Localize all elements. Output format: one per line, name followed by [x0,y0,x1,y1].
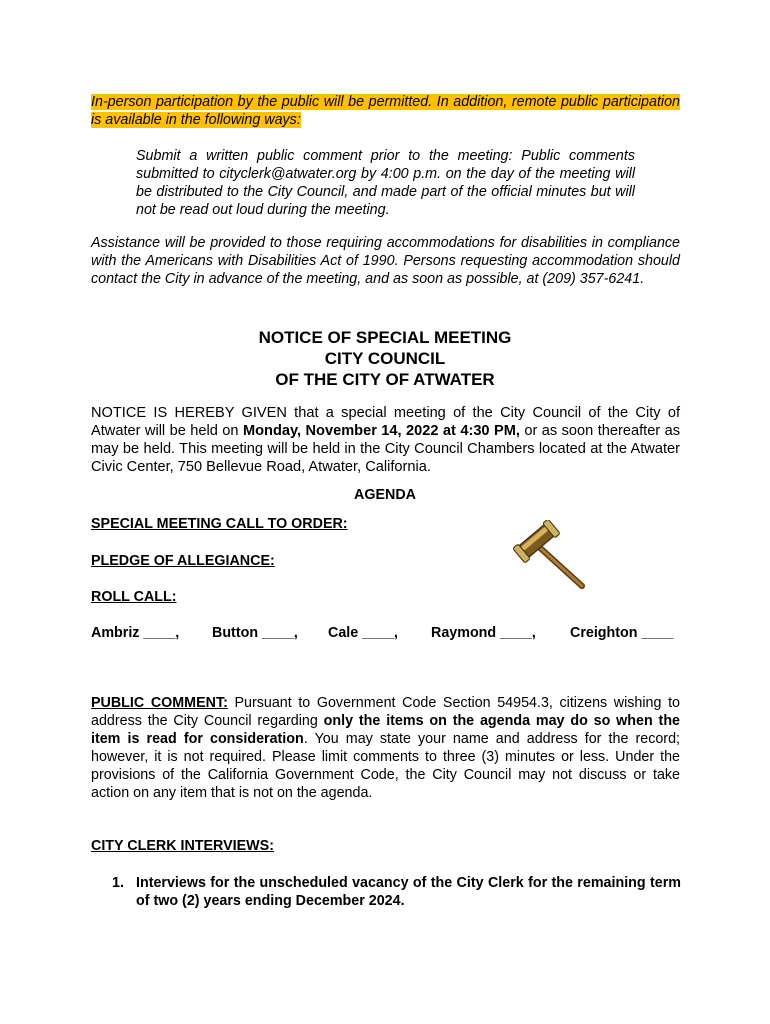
notice-title-line2: CITY COUNCIL [324,349,446,368]
roll-call-heading: ROLL CALL: [91,589,177,605]
roll-call-member: Ambriz ____, [91,625,180,641]
interview-item-number: 1. [112,875,124,891]
pledge-heading: PLEDGE OF ALLEGIANCE: [91,553,275,569]
notice-text-part2: or as soon thereafter as may be held. This meeting will be held in the City Council Chambers located at the Atwater Civic Center, 750 Bellevue Road, Atwater, California. [91,423,681,475]
public-comment-label: PUBLIC COMMENT: [91,695,228,711]
roll-call-member: Creighton ____ [570,625,674,641]
participation-intro-text: In-person participation by the public will be permitted. In addition, remote public participation is available in the following ways: [91,94,680,128]
notice-paragraph [91,404,680,476]
roll-call-member: Cale ____, [328,625,398,641]
public-comment-text-part1: Pursuant to Government Code Section 54954.3, citizens wishing to address the City Council regarding [91,695,680,729]
roll-call-member: Raymond ____, [431,625,536,641]
agenda-heading: AGENDA [354,487,416,503]
interview-item-text: Interviews for the unscheduled vacancy of the City Clerk for the remaining term of two (2) years ending December 2024. [136,875,681,909]
public-comment-paragraph [91,694,680,802]
public-comment-text-part2: . You may state your name and address for the record; however, it is not required. Please limit comments to three (3) minutes or less. Under the provisions of the California Government Code, the City Council may not discuss or take action on any item that is not on the agenda. [91,731,680,801]
assistance-paragraph: Assistance will be provided to those requiring accommodations for disabilities in compliance with the Americans with Disabilities Act of 1990. Persons requesting accommodation should contact the City in advance of the meeting, and as soon as possible, at (209) 357-6241. [91,235,680,287]
notice-title-line3: OF THE CITY OF ATWATER [275,370,495,389]
roll-call-member: Button ____, [212,625,298,641]
city-clerk-interviews-heading: CITY CLERK INTERVIEWS: [91,838,274,854]
public-comment-emphasis: only the items on the agenda may do so when the item is read for consideration [91,713,680,747]
call-to-order-heading: SPECIAL MEETING CALL TO ORDER: [91,516,348,532]
notice-text-part1: NOTICE IS HEREBY GIVEN that a special meeting of the City Council of the City of Atwater will be held on [91,405,680,439]
meeting-date-time: Monday, November 14, 2022 at 4:30 PM, [242,423,520,439]
notice-title-line1: NOTICE OF SPECIAL MEETING [258,328,512,347]
participation-intro [91,93,680,129]
written-comment-instructions: Submit a written public comment prior to the meeting: Public comments submitted to cityclerk@atwater.org by 4:00 p.m. on the day of the meeting will be distributed to the City Council, and made part of the official minutes but will not be read out loud during the meeting. [136,148,635,218]
gavel-icon [512,520,592,592]
